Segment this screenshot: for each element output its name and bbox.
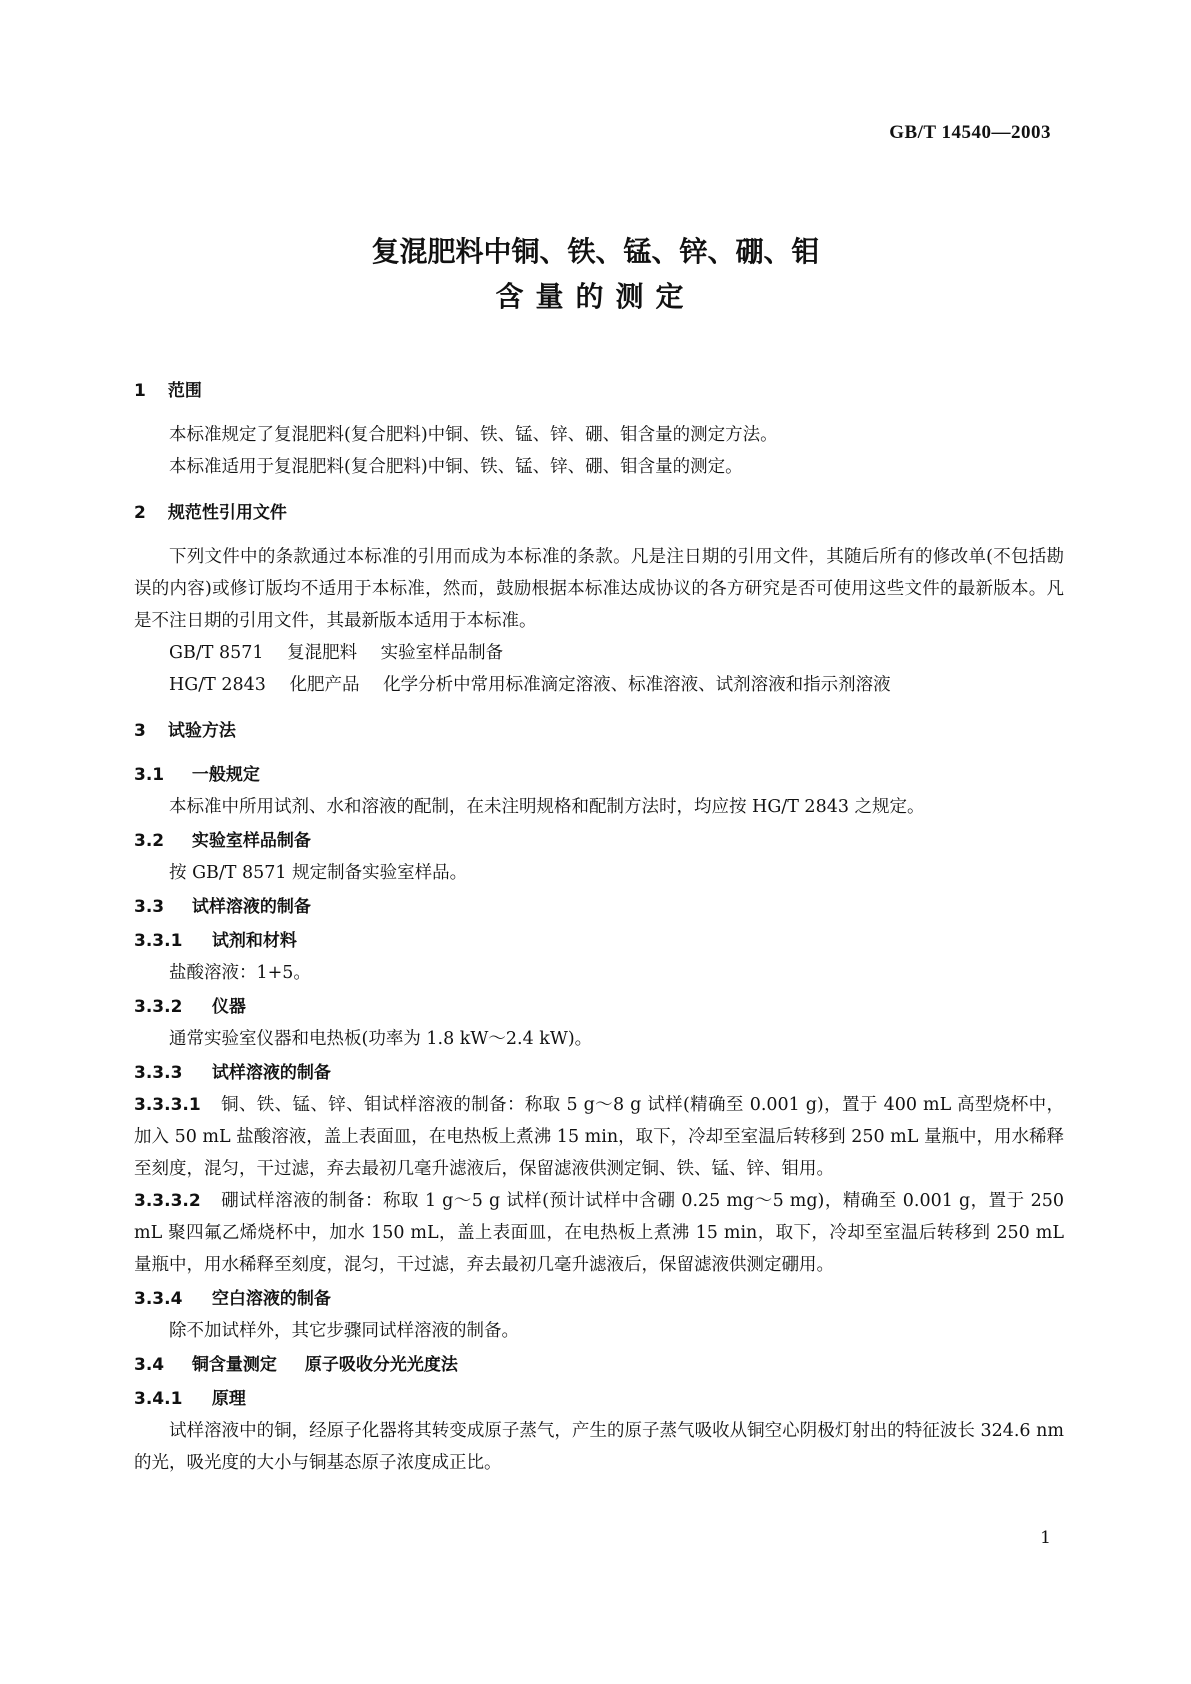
section-title: 实验室样品制备 [191, 831, 311, 851]
subsection-heading-3-3-2 [134, 991, 1064, 1023]
page-number: 1 [1040, 1528, 1051, 1548]
section-title: 空白溶液的制备 [211, 1289, 331, 1309]
reference-name: 复混肥料 [287, 643, 358, 663]
section-title: 试剂和材料 [211, 931, 297, 951]
section-heading-3 [134, 715, 1064, 747]
paragraph: 本标准适用于复混肥料(复合肥料)中铜、铁、锰、锌、硼、钼含量的测定。 [169, 457, 743, 477]
section-title: 范围 [167, 381, 202, 401]
clause-3-3-3-1 [134, 1089, 1064, 1185]
document-body [134, 375, 1064, 1479]
subsection-heading-3-3-4 [134, 1283, 1064, 1315]
section-number: 1 [134, 381, 146, 401]
subsection-heading-3-3-3 [134, 1057, 1064, 1089]
clause-text: 铜、铁、锰、锌、钼试样溶液的制备：称取 5 g～8 g 试样(精确至 0.001 g)，置于 400 mL 高型烧杯中，加入 50 mL 盐酸溶液，盖上表面皿，在电热板上煮沸 15 min，取下，冷却至室温后转移到 250 mL 量瓶中，用水稀释至刻度，混匀，干过滤，弃去最初几毫升滤液后，保留滤液供测定铜、铁、锰、锌、钼用。 [134, 1095, 1064, 1179]
subsection-heading-3-4 [134, 1349, 1064, 1381]
section-number: 3.4 [134, 1355, 165, 1375]
paragraph: 试样溶液中的铜，经原子化器将其转变成原子蒸气，产生的原子蒸气吸收从铜空心阴极灯射出的特征波长 324.6 nm 的光，吸光度的大小与铜基态原子浓度成正比。 [134, 1421, 1064, 1473]
paragraph: 除不加试样外，其它步骤同试样溶液的制备。 [169, 1321, 519, 1341]
subsection-heading-3-2 [134, 825, 1064, 857]
section-number: 3.3.1 [134, 931, 183, 951]
clause-number: 3.3.3.2 [134, 1191, 201, 1211]
section-number: 3.4.1 [134, 1389, 183, 1409]
paragraph: 下列文件中的条款通过本标准的引用而成为本标准的条款。凡是注日期的引用文件，其随后所有的修改单(不包括勘误的内容)或修订版均不适用于本标准，然而，鼓励根据本标准达成协议的各方研究是否可使用这些文件的最新版本。凡是不注日期的引用文件，其最新版本适用于本标准。 [134, 547, 1064, 631]
clause-text: 硼试样溶液的制备：称取 1 g～5 g 试样(预计试样中含硼 0.25 mg～5 mg)，精确至 0.001 g，置于 250 mL 聚四氟乙烯烧杯中，加水 150 mL，盖上表面皿，在电热板上煮沸 15 min，取下，冷却至室温后转移到 250 mL 量瓶中，用水稀释至刻度，混匀，干过滤，弃去最初几毫升滤液后，保留滤液供测定硼用。 [134, 1191, 1064, 1275]
reference-desc: 实验室样品制备 [380, 643, 504, 663]
paragraph: 本标准中所用试剂、水和溶液的配制，在未注明规格和配制方法时，均应按 HG/T 2843 之规定。 [169, 797, 925, 817]
reference-code: HG/T 2843 [169, 675, 266, 695]
reference-code: GB/T 8571 [169, 643, 264, 663]
section-number: 2 [134, 503, 146, 523]
paragraph: 盐酸溶液：1+5。 [169, 963, 311, 983]
section-title: 试样溶液的制备 [191, 897, 311, 917]
section-title: 一般规定 [191, 765, 260, 785]
document-title: 复混肥料中铜、铁、锰、锌、硼、钼 [371, 235, 820, 268]
reference-desc: 化学分析中常用标准滴定溶液、标准溶液、试剂溶液和指示剂溶液 [383, 675, 891, 695]
section-number: 3.3 [134, 897, 165, 917]
document-title-line2: 含量的测定 [495, 280, 696, 313]
reference-name: 化肥产品 [289, 675, 360, 695]
subsection-heading-3-4-1 [134, 1383, 1064, 1415]
section-number: 3.1 [134, 765, 165, 785]
section-number: 3.3.2 [134, 997, 183, 1017]
section-number: 3.3.4 [134, 1289, 183, 1309]
method-name: 原子吸收分光光度法 [304, 1355, 458, 1375]
section-title: 试验方法 [167, 721, 236, 741]
paragraph: 本标准规定了复混肥料(复合肥料)中铜、铁、锰、锌、硼、钼含量的测定方法。 [169, 425, 778, 445]
section-number: 3.2 [134, 831, 165, 851]
subsection-heading-3-3-1 [134, 925, 1064, 957]
section-number: 3.3.3 [134, 1063, 183, 1083]
subsection-heading-3-1 [134, 759, 1064, 791]
reference-item [134, 669, 1064, 701]
clause-3-3-3-2 [134, 1185, 1064, 1281]
subsection-heading-3-3 [134, 891, 1064, 923]
paragraph: 按 GB/T 8571 规定制备实验室样品。 [169, 863, 468, 883]
section-title: 规范性引用文件 [167, 503, 287, 523]
section-heading-1 [134, 375, 1064, 407]
clause-number: 3.3.3.1 [134, 1095, 201, 1115]
section-title: 仪器 [211, 997, 246, 1017]
paragraph: 通常实验室仪器和电热板(功率为 1.8 kW～2.4 kW)。 [169, 1029, 593, 1049]
section-title: 试样溶液的制备 [211, 1063, 331, 1083]
section-number: 3 [134, 721, 146, 741]
section-title: 原理 [211, 1389, 246, 1409]
standard-number: GB/T 14540—2003 [889, 122, 1051, 143]
section-title: 铜含量测定 [191, 1355, 277, 1375]
reference-item [134, 637, 1064, 669]
section-heading-2 [134, 497, 1064, 529]
